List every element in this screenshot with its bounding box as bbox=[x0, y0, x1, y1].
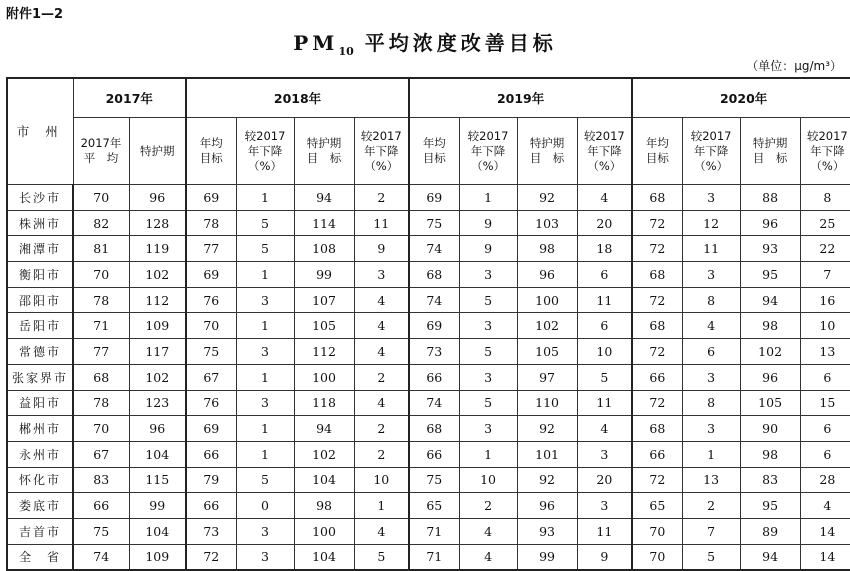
city-name-cell: 株洲市 bbox=[7, 210, 73, 236]
value-cell: 3 bbox=[577, 493, 632, 519]
value-cell: 95 bbox=[740, 262, 800, 288]
value-cell: 104 bbox=[129, 441, 186, 467]
table-row bbox=[7, 493, 850, 519]
col-2017-avg: 2017年 平 均 bbox=[73, 118, 129, 185]
value-cell: 5 bbox=[236, 236, 294, 262]
value-cell: 3 bbox=[459, 364, 517, 390]
col-2018-annual-decrease: 较2017 年下降 （%） bbox=[236, 118, 294, 185]
table-row bbox=[7, 467, 850, 493]
value-cell: 20 bbox=[577, 467, 632, 493]
value-cell: 11 bbox=[577, 390, 632, 416]
value-cell: 66 bbox=[186, 441, 236, 467]
value-cell: 72 bbox=[632, 210, 682, 236]
value-cell: 103 bbox=[517, 210, 577, 236]
value-cell: 96 bbox=[129, 416, 186, 442]
value-cell: 9 bbox=[577, 544, 632, 570]
value-cell: 4 bbox=[354, 287, 409, 313]
table-row bbox=[7, 339, 850, 365]
value-cell: 100 bbox=[517, 287, 577, 313]
value-cell: 2 bbox=[354, 416, 409, 442]
city-name-cell: 岳阳市 bbox=[7, 313, 73, 339]
city-name-cell: 邵阳市 bbox=[7, 287, 73, 313]
table-row bbox=[7, 416, 850, 442]
value-cell: 94 bbox=[294, 185, 354, 211]
col-2020-special-target: 特护期 目 标 bbox=[740, 118, 800, 185]
city-name-cell: 永州市 bbox=[7, 441, 73, 467]
value-cell: 101 bbox=[517, 441, 577, 467]
value-cell: 14 bbox=[800, 544, 850, 570]
value-cell: 102 bbox=[129, 364, 186, 390]
value-cell: 1 bbox=[459, 185, 517, 211]
value-cell: 69 bbox=[186, 262, 236, 288]
value-cell: 89 bbox=[740, 518, 800, 544]
value-cell: 100 bbox=[294, 518, 354, 544]
value-cell: 15 bbox=[800, 390, 850, 416]
value-cell: 12 bbox=[682, 210, 740, 236]
value-cell: 75 bbox=[73, 518, 129, 544]
value-cell: 1 bbox=[236, 364, 294, 390]
value-cell: 2 bbox=[682, 493, 740, 519]
city-name-cell: 衡阳市 bbox=[7, 262, 73, 288]
value-cell: 70 bbox=[632, 518, 682, 544]
table-row bbox=[7, 364, 850, 390]
value-cell: 83 bbox=[73, 467, 129, 493]
value-cell: 119 bbox=[129, 236, 186, 262]
value-cell: 128 bbox=[129, 210, 186, 236]
col-2018-special-decrease: 较2017 年下降 （%） bbox=[354, 118, 409, 185]
value-cell: 25 bbox=[800, 210, 850, 236]
value-cell: 69 bbox=[409, 185, 459, 211]
value-cell: 13 bbox=[682, 467, 740, 493]
value-cell: 20 bbox=[577, 210, 632, 236]
value-cell: 96 bbox=[740, 364, 800, 390]
value-cell: 66 bbox=[632, 441, 682, 467]
value-cell: 3 bbox=[354, 262, 409, 288]
value-cell: 3 bbox=[682, 185, 740, 211]
value-cell: 70 bbox=[73, 262, 129, 288]
value-cell: 68 bbox=[409, 262, 459, 288]
value-cell: 67 bbox=[186, 364, 236, 390]
value-cell: 3 bbox=[236, 287, 294, 313]
value-cell: 66 bbox=[632, 364, 682, 390]
title-pm: PM bbox=[293, 31, 339, 55]
value-cell: 71 bbox=[409, 544, 459, 570]
value-cell: 5 bbox=[459, 339, 517, 365]
value-cell: 11 bbox=[577, 518, 632, 544]
title-text: 平均浓度改善目标 bbox=[364, 31, 557, 55]
value-cell: 70 bbox=[73, 185, 129, 211]
value-cell: 71 bbox=[73, 313, 129, 339]
value-cell: 77 bbox=[73, 339, 129, 365]
value-cell: 6 bbox=[800, 364, 850, 390]
value-cell: 123 bbox=[129, 390, 186, 416]
value-cell: 72 bbox=[632, 467, 682, 493]
value-cell: 118 bbox=[294, 390, 354, 416]
col-2018-special-target: 特护期 目 标 bbox=[294, 118, 354, 185]
value-cell: 96 bbox=[740, 210, 800, 236]
value-cell: 74 bbox=[73, 544, 129, 570]
value-cell: 3 bbox=[236, 544, 294, 570]
value-cell: 4 bbox=[682, 313, 740, 339]
city-name-cell: 郴州市 bbox=[7, 416, 73, 442]
value-cell: 11 bbox=[577, 287, 632, 313]
table-row bbox=[7, 210, 850, 236]
value-cell: 3 bbox=[236, 518, 294, 544]
value-cell: 3 bbox=[682, 416, 740, 442]
value-cell: 93 bbox=[517, 518, 577, 544]
value-cell: 6 bbox=[800, 441, 850, 467]
value-cell: 100 bbox=[294, 364, 354, 390]
value-cell: 3 bbox=[459, 313, 517, 339]
value-cell: 108 bbox=[294, 236, 354, 262]
value-cell: 69 bbox=[409, 313, 459, 339]
value-cell: 107 bbox=[294, 287, 354, 313]
city-column-header: 市 州 bbox=[7, 78, 73, 185]
col-2018-annual-target: 年均 目标 bbox=[186, 118, 236, 185]
value-cell: 2 bbox=[354, 185, 409, 211]
value-cell: 96 bbox=[129, 185, 186, 211]
value-cell: 10 bbox=[800, 313, 850, 339]
value-cell: 6 bbox=[577, 313, 632, 339]
header-row-metrics bbox=[7, 118, 850, 185]
value-cell: 78 bbox=[73, 287, 129, 313]
value-cell: 98 bbox=[740, 313, 800, 339]
value-cell: 3 bbox=[236, 339, 294, 365]
table-row bbox=[7, 262, 850, 288]
city-name-cell: 常德市 bbox=[7, 339, 73, 365]
table-row bbox=[7, 287, 850, 313]
city-name-cell: 全 省 bbox=[7, 544, 73, 570]
city-name-cell: 怀化市 bbox=[7, 467, 73, 493]
value-cell: 10 bbox=[577, 339, 632, 365]
year-header-2019: 2019年 bbox=[409, 78, 632, 118]
value-cell: 10 bbox=[354, 467, 409, 493]
value-cell: 9 bbox=[459, 236, 517, 262]
value-cell: 105 bbox=[294, 313, 354, 339]
value-cell: 102 bbox=[294, 441, 354, 467]
value-cell: 97 bbox=[517, 364, 577, 390]
value-cell: 94 bbox=[740, 544, 800, 570]
value-cell: 69 bbox=[186, 416, 236, 442]
value-cell: 1 bbox=[236, 262, 294, 288]
value-cell: 70 bbox=[632, 544, 682, 570]
value-cell: 102 bbox=[740, 339, 800, 365]
table-row bbox=[7, 544, 850, 570]
value-cell: 6 bbox=[577, 262, 632, 288]
col-2020-annual-decrease: 较2017 年下降 （%） bbox=[682, 118, 740, 185]
value-cell: 5 bbox=[236, 210, 294, 236]
city-name-cell: 张家界市 bbox=[7, 364, 73, 390]
value-cell: 1 bbox=[236, 313, 294, 339]
title-subscript: 10 bbox=[338, 45, 354, 58]
value-cell: 73 bbox=[409, 339, 459, 365]
value-cell: 2 bbox=[459, 493, 517, 519]
value-cell: 28 bbox=[800, 467, 850, 493]
value-cell: 5 bbox=[459, 390, 517, 416]
col-2019-special-decrease: 较2017 年下降 （%） bbox=[577, 118, 632, 185]
table-row bbox=[7, 441, 850, 467]
value-cell: 104 bbox=[294, 467, 354, 493]
value-cell: 112 bbox=[294, 339, 354, 365]
value-cell: 4 bbox=[354, 313, 409, 339]
value-cell: 72 bbox=[632, 339, 682, 365]
value-cell: 5 bbox=[459, 287, 517, 313]
col-2020-annual-target: 年均 目标 bbox=[632, 118, 682, 185]
value-cell: 70 bbox=[186, 313, 236, 339]
city-name-cell: 吉首市 bbox=[7, 518, 73, 544]
value-cell: 22 bbox=[800, 236, 850, 262]
value-cell: 1 bbox=[459, 441, 517, 467]
value-cell: 92 bbox=[517, 416, 577, 442]
value-cell: 5 bbox=[682, 544, 740, 570]
value-cell: 102 bbox=[129, 262, 186, 288]
value-cell: 104 bbox=[129, 518, 186, 544]
value-cell: 72 bbox=[632, 236, 682, 262]
value-cell: 3 bbox=[459, 262, 517, 288]
value-cell: 10 bbox=[459, 467, 517, 493]
table-row bbox=[7, 236, 850, 262]
value-cell: 99 bbox=[517, 544, 577, 570]
value-cell: 98 bbox=[517, 236, 577, 262]
table-body bbox=[7, 185, 850, 571]
value-cell: 75 bbox=[409, 467, 459, 493]
city-name-cell: 湘潭市 bbox=[7, 236, 73, 262]
col-2019-annual-target: 年均 目标 bbox=[409, 118, 459, 185]
value-cell: 94 bbox=[294, 416, 354, 442]
value-cell: 96 bbox=[517, 262, 577, 288]
value-cell: 65 bbox=[632, 493, 682, 519]
col-2019-special-target: 特护期 目 标 bbox=[517, 118, 577, 185]
value-cell: 98 bbox=[740, 441, 800, 467]
col-2019-annual-decrease: 较2017 年下降 （%） bbox=[459, 118, 517, 185]
value-cell: 7 bbox=[800, 262, 850, 288]
value-cell: 79 bbox=[186, 467, 236, 493]
value-cell: 70 bbox=[73, 416, 129, 442]
value-cell: 4 bbox=[354, 390, 409, 416]
value-cell: 8 bbox=[682, 287, 740, 313]
value-cell: 0 bbox=[236, 493, 294, 519]
value-cell: 74 bbox=[409, 287, 459, 313]
value-cell: 71 bbox=[409, 518, 459, 544]
value-cell: 110 bbox=[517, 390, 577, 416]
city-name-cell: 益阳市 bbox=[7, 390, 73, 416]
table-row bbox=[7, 518, 850, 544]
value-cell: 4 bbox=[354, 518, 409, 544]
city-name-cell: 娄底市 bbox=[7, 493, 73, 519]
value-cell: 3 bbox=[682, 364, 740, 390]
value-cell: 68 bbox=[632, 313, 682, 339]
value-cell: 96 bbox=[517, 493, 577, 519]
value-cell: 4 bbox=[577, 185, 632, 211]
value-cell: 74 bbox=[409, 390, 459, 416]
value-cell: 90 bbox=[740, 416, 800, 442]
value-cell: 75 bbox=[186, 339, 236, 365]
value-cell: 66 bbox=[186, 493, 236, 519]
value-cell: 92 bbox=[517, 467, 577, 493]
value-cell: 94 bbox=[740, 287, 800, 313]
value-cell: 114 bbox=[294, 210, 354, 236]
table-row bbox=[7, 313, 850, 339]
value-cell: 6 bbox=[682, 339, 740, 365]
year-header-2017: 2017年 bbox=[73, 78, 186, 118]
value-cell: 13 bbox=[800, 339, 850, 365]
value-cell: 112 bbox=[129, 287, 186, 313]
value-cell: 72 bbox=[632, 390, 682, 416]
value-cell: 68 bbox=[632, 416, 682, 442]
value-cell: 7 bbox=[682, 518, 740, 544]
table-row bbox=[7, 390, 850, 416]
value-cell: 11 bbox=[682, 236, 740, 262]
value-cell: 115 bbox=[129, 467, 186, 493]
value-cell: 69 bbox=[186, 185, 236, 211]
value-cell: 4 bbox=[459, 544, 517, 570]
unit-label: （单位：μg/m³） bbox=[746, 59, 842, 73]
value-cell: 11 bbox=[354, 210, 409, 236]
value-cell: 4 bbox=[800, 493, 850, 519]
value-cell: 5 bbox=[354, 544, 409, 570]
value-cell: 3 bbox=[682, 262, 740, 288]
value-cell: 1 bbox=[236, 416, 294, 442]
value-cell: 4 bbox=[354, 339, 409, 365]
value-cell: 102 bbox=[517, 313, 577, 339]
value-cell: 99 bbox=[294, 262, 354, 288]
attachment-label: 附件1—2 bbox=[6, 7, 64, 22]
value-cell: 68 bbox=[632, 262, 682, 288]
value-cell: 68 bbox=[632, 185, 682, 211]
value-cell: 72 bbox=[632, 287, 682, 313]
value-cell: 1 bbox=[236, 185, 294, 211]
value-cell: 65 bbox=[409, 493, 459, 519]
value-cell: 6 bbox=[800, 416, 850, 442]
value-cell: 2 bbox=[354, 441, 409, 467]
value-cell: 66 bbox=[409, 364, 459, 390]
year-header-2020: 2020年 bbox=[632, 78, 850, 118]
value-cell: 4 bbox=[459, 518, 517, 544]
col-2017-special: 特护期 bbox=[129, 118, 186, 185]
value-cell: 105 bbox=[740, 390, 800, 416]
value-cell: 5 bbox=[236, 467, 294, 493]
value-cell: 14 bbox=[800, 518, 850, 544]
value-cell: 5 bbox=[577, 364, 632, 390]
value-cell: 109 bbox=[129, 313, 186, 339]
value-cell: 67 bbox=[73, 441, 129, 467]
value-cell: 1 bbox=[236, 441, 294, 467]
value-cell: 93 bbox=[740, 236, 800, 262]
value-cell: 78 bbox=[73, 390, 129, 416]
value-cell: 77 bbox=[186, 236, 236, 262]
value-cell: 3 bbox=[577, 441, 632, 467]
value-cell: 3 bbox=[236, 390, 294, 416]
value-cell: 8 bbox=[682, 390, 740, 416]
value-cell: 82 bbox=[73, 210, 129, 236]
city-name-cell: 长沙市 bbox=[7, 185, 73, 211]
value-cell: 9 bbox=[459, 210, 517, 236]
value-cell: 78 bbox=[186, 210, 236, 236]
value-cell: 1 bbox=[354, 493, 409, 519]
value-cell: 68 bbox=[73, 364, 129, 390]
value-cell: 2 bbox=[354, 364, 409, 390]
value-cell: 105 bbox=[517, 339, 577, 365]
value-cell: 9 bbox=[354, 236, 409, 262]
value-cell: 98 bbox=[294, 493, 354, 519]
value-cell: 117 bbox=[129, 339, 186, 365]
value-cell: 3 bbox=[459, 416, 517, 442]
header-row-years bbox=[7, 78, 850, 118]
value-cell: 66 bbox=[73, 493, 129, 519]
value-cell: 75 bbox=[409, 210, 459, 236]
target-table bbox=[6, 77, 850, 571]
value-cell: 66 bbox=[409, 441, 459, 467]
value-cell: 68 bbox=[409, 416, 459, 442]
value-cell: 76 bbox=[186, 287, 236, 313]
value-cell: 88 bbox=[740, 185, 800, 211]
value-cell: 95 bbox=[740, 493, 800, 519]
value-cell: 8 bbox=[800, 185, 850, 211]
value-cell: 4 bbox=[577, 416, 632, 442]
value-cell: 104 bbox=[294, 544, 354, 570]
table-row bbox=[7, 185, 850, 211]
value-cell: 16 bbox=[800, 287, 850, 313]
value-cell: 109 bbox=[129, 544, 186, 570]
value-cell: 81 bbox=[73, 236, 129, 262]
value-cell: 74 bbox=[409, 236, 459, 262]
value-cell: 83 bbox=[740, 467, 800, 493]
value-cell: 72 bbox=[186, 544, 236, 570]
value-cell: 18 bbox=[577, 236, 632, 262]
value-cell: 92 bbox=[517, 185, 577, 211]
page-title bbox=[0, 27, 850, 58]
value-cell: 99 bbox=[129, 493, 186, 519]
value-cell: 76 bbox=[186, 390, 236, 416]
value-cell: 73 bbox=[186, 518, 236, 544]
value-cell: 1 bbox=[682, 441, 740, 467]
col-2020-special-decrease: 较2017 年下降 （%） bbox=[800, 118, 850, 185]
year-header-2018: 2018年 bbox=[186, 78, 409, 118]
